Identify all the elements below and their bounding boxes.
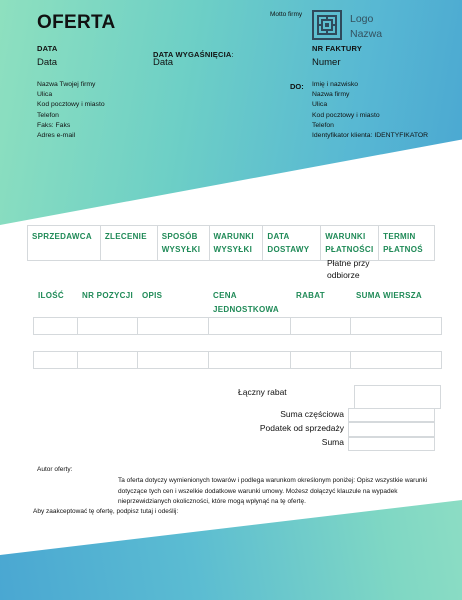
cell-discount[interactable] — [291, 352, 351, 369]
cell-discount[interactable] — [291, 318, 351, 335]
items-col-line-total: SUMA WIERSZA — [356, 291, 422, 300]
logo-icon — [312, 10, 342, 40]
acceptance-instruction: Aby zaakceptować tę ofertę, podpisz tutaj i odeślij: — [33, 508, 179, 515]
recipient-to-label: DO: — [290, 82, 304, 91]
terms-col-seller: SPRZEDAWCA — [28, 226, 101, 261]
cell-description[interactable] — [137, 318, 208, 335]
grand-total-label: Suma — [321, 437, 344, 447]
cell-quantity[interactable] — [34, 352, 78, 369]
items-col-item-number: NR POZYCJI — [82, 291, 134, 300]
expiry-value: Data — [153, 57, 174, 68]
seller-street: Ulica — [37, 91, 53, 99]
date-label: DATA — [37, 44, 58, 53]
recipient-street: Ulica — [312, 101, 328, 109]
seller-phone: Telefon — [37, 111, 59, 119]
cell-item-number[interactable] — [77, 318, 137, 335]
total-discount-label: Łączny rabat — [238, 387, 287, 397]
date-value: Data — [37, 57, 58, 68]
logo-line-2: Nazwa — [350, 28, 383, 40]
document-title: OFERTA — [37, 12, 116, 33]
seller-email: Adres e-mail — [37, 132, 76, 140]
total-discount-box[interactable] — [354, 385, 441, 409]
quote-terms-note: Ta oferta dotyczy wymienionych towarów i podlega warunkom określonym poniżej: Opisz wszystkie warunki dotyczące tych cen i wszelkie dodatkowe warunki umowy. Możesz dołączyć klauzule na wypadek nieprzewidzianych okoliczności, które mogą wpłynąć na tę ofertę. — [118, 477, 428, 505]
cell-unit-price[interactable] — [208, 352, 291, 369]
grand-total-box[interactable] — [348, 437, 435, 451]
items-row-1 — [33, 317, 442, 335]
invoice-number-label: NR FAKTURY — [312, 44, 363, 53]
cell-quantity[interactable] — [34, 318, 78, 335]
items-col-unit-price: CENA JEDNOSTKOWA — [213, 291, 279, 314]
items-col-discount: RABAT — [296, 291, 325, 300]
terms-col-shipping-method: SPOSÓB WYSYŁKI — [157, 226, 209, 261]
terms-table — [27, 225, 435, 261]
cell-line-total[interactable] — [351, 318, 442, 335]
items-col-description: OPIS — [142, 291, 163, 300]
sales-tax-label: Podatek od sprzedaży — [259, 423, 344, 433]
terms-col-due-date: TERMIN PŁATNOŚ — [379, 226, 435, 261]
logo-line-1: Logo — [350, 13, 374, 25]
recipient-city: Kod pocztowy i miasto — [312, 111, 380, 119]
seller-company: Nazwa Twojej firmy — [37, 81, 96, 88]
payment-terms-value: Płatne przy odbiorze — [327, 258, 370, 280]
company-motto: Motto firmy — [270, 11, 303, 18]
recipient-company: Nazwa firmy — [312, 91, 350, 99]
seller-city: Kod pocztowy i miasto — [37, 101, 105, 109]
items-row-2 — [33, 351, 442, 369]
subtotal-box[interactable] — [348, 408, 435, 422]
cell-unit-price[interactable] — [208, 318, 291, 335]
terms-col-payment-terms: WARUNKI PŁATNOŚCI — [321, 226, 379, 261]
expiry-colon: : — [231, 50, 234, 59]
expiry-label: DATA WYGAŚNIĘCIA — [153, 50, 232, 59]
recipient-address — [312, 80, 428, 141]
terms-col-order: ZLECENIE — [100, 226, 157, 261]
seller-address — [37, 80, 105, 141]
terms-col-delivery-date: DATA DOSTAWY — [263, 226, 321, 261]
recipient-name: Imię i nazwisko — [312, 81, 359, 88]
items-col-quantity: ILOŚĆ — [38, 291, 64, 300]
recipient-client-id: Identyfikator klienta: IDENTYFIKATOR — [312, 132, 429, 140]
subtotal-label: Suma częściowa — [280, 409, 344, 419]
recipient-phone: Telefon — [312, 121, 334, 129]
logo-name — [350, 12, 382, 42]
cell-item-number[interactable] — [77, 352, 137, 369]
cell-line-total[interactable] — [351, 352, 442, 369]
quote-author-label: Autor oferty: — [37, 466, 73, 473]
invoice-number-value: Numer — [312, 57, 341, 68]
terms-col-shipping-terms: WARUNKI WYSYŁKI — [209, 226, 263, 261]
sales-tax-box[interactable] — [348, 422, 435, 437]
cell-description[interactable] — [137, 352, 208, 369]
seller-fax: Faks: Faks — [37, 121, 71, 129]
terms-header-row — [28, 226, 435, 261]
